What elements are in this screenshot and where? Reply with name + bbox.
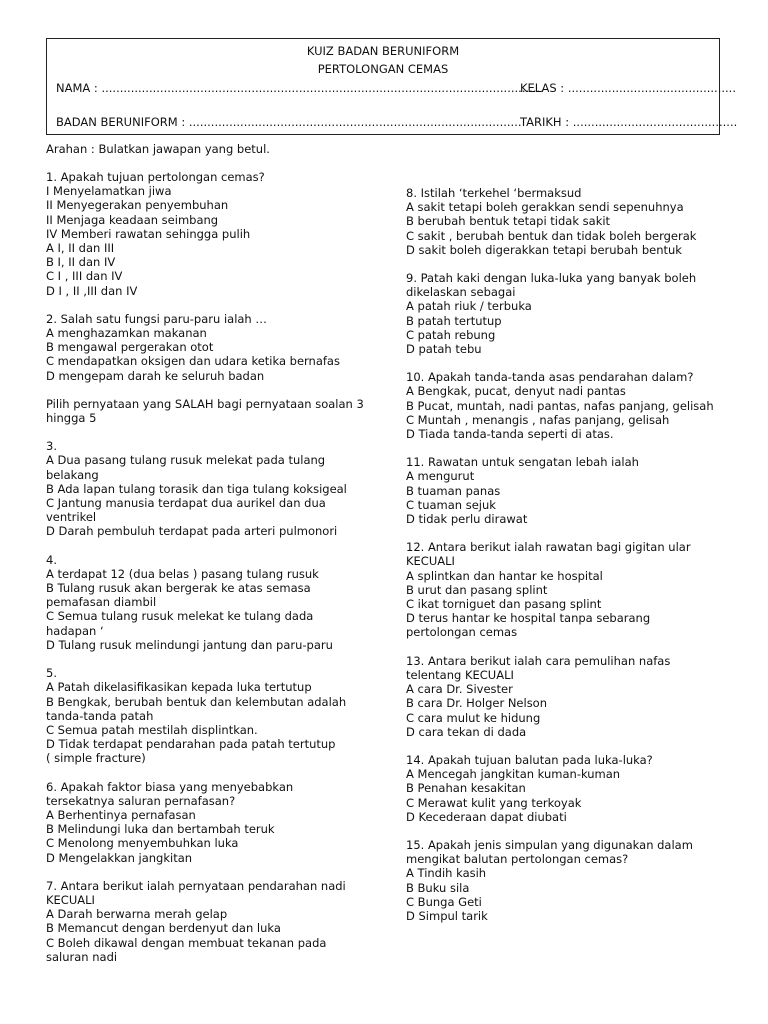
question-line: B cara Dr. Holger Nelson [406,696,548,711]
quiz-subtitle: PERTOLONGAN CEMAS [317,62,449,76]
question-line: C tuaman sejuk [406,497,496,512]
question-block [46,397,391,425]
question-text: 14. Apakah tujuan balutan pada luka-luka? [406,752,653,767]
question-line: B urut dan pasang splint [406,582,548,597]
question-line: A mengurut [406,469,475,484]
question-line: A Tindih kasih [406,866,487,881]
question-line: II Menjaga keadaan seimbang [46,212,219,227]
question-line: pertolongan cemas [406,625,518,640]
question-line: tanda-tanda patah [46,708,154,723]
question-line: B Ada lapan tulang torasik dan tiga tulang koksigeal [46,481,347,496]
question-line: A Darah berwarna merah gelap [46,907,228,922]
question-block [46,666,391,765]
question-line: D mengepam darah ke seluruh badan [46,368,265,383]
question-line: D patah tebu [406,342,482,357]
question-block [406,455,736,526]
question-line: saluran nadi [46,949,118,964]
instruction: Arahan : Bulatkan jawapan yang betul. [46,142,270,156]
question-line: A Patah dikelasifikasikan kepada luka tertutup [46,680,312,695]
question-line: D tidak perlu dirawat [406,512,528,527]
question-text: 4. [46,552,57,567]
question-line: C I , III dan IV [46,269,123,284]
question-line: C Boleh dikawal dengan membuat tekanan pada [46,935,327,950]
question-text: 10. Apakah tanda-tanda asas pendarahan dalam? [406,370,694,385]
question-block [406,540,736,639]
question-line: C Merawat kulit yang terkoyak [406,795,582,810]
question-line: C Semua tulang rusuk melekat ke tulang dada [46,609,314,624]
question-line: B mengawal pergerakan otot [46,340,214,355]
question-text: 9. Patah kaki dengan luka-luka yang banyak boleh [406,271,697,286]
question-line: IV Memberi rawatan sehingga pulih [46,226,251,241]
question-line: C cara mulut ke hidung [406,710,541,725]
question-block [46,553,391,652]
question-line: B I, II dan IV [46,255,116,270]
question-line: B Memancut dengan berdenyut dan luka [46,921,281,936]
question-block [406,370,736,441]
question-line: hadapan ‘ [46,623,104,638]
question-line: mengikat balutan pertolongan cemas? [406,852,629,867]
question-line: A Bengkak, pucat, denyut nadi pantas [406,384,626,399]
question-text: 5. [46,666,57,681]
question-line: ventrikel [46,510,97,525]
question-line: tersekatnya saluran pernafasan? [46,793,236,808]
question-line: hingga 5 [46,411,97,426]
question-line: KECUALI [46,892,95,907]
question-line: B Pucat, muntah, nadi pantas, nafas panjang, gelisah [406,398,714,413]
question-text: 8. Istilah ‘terkehel ‘bermaksud [406,186,582,200]
question-block [406,753,736,824]
question-line: B tuaman panas [406,483,501,498]
question-text: 6. Apakah faktor biasa yang menyebabkan [46,779,294,794]
question-line: pemafasan diambil [46,595,157,610]
question-text: 15. Apakah jenis simpulan yang digunakan dalam [406,837,693,852]
question-line: A patah riuk / terbuka [406,299,532,314]
body-field: BADAN BERUNIFORM : ........................................................................................... [56,115,522,129]
name-field: NAMA : ......................................................................................................................... [56,81,544,95]
question-line: B Tulang rusuk akan bergerak ke atas semasa [46,581,311,596]
question-line: D Tulang rusuk melindungi jantung dan paru-paru [46,637,333,652]
left-question-column [46,170,391,978]
question-line: C Muntah , menangis , nafas panjang, gelisah [406,412,670,427]
question-line: D Tiada tanda-tanda seperti di atas. [406,427,614,442]
question-line: B Penahan kesakitan [406,781,526,796]
question-line: B berubah bentuk tetapi tidak sakit [406,214,611,229]
question-block [406,186,736,257]
question-block [46,780,391,865]
question-line: D Kecederaan dapat diubati [406,809,567,824]
question-line: dikelaskan sebagai [406,285,516,300]
question-text: 11. Rawatan untuk sengatan lebah ialah [406,455,639,470]
question-line: telentang KECUALI [406,667,514,682]
question-line: belakang [46,467,99,482]
question-line: II Menyegerakan penyembuhan [46,198,229,213]
question-text: 12. Antara berikut ialah rawatan bagi gigitan ular [406,540,691,555]
question-line: A Dua pasang tulang rusuk melekat pada tulang [46,453,326,468]
question-text: 2. Salah satu fungsi paru-paru ialah … [46,311,267,326]
question-line: A Mencegah jangkitan kuman-kuman [406,767,621,782]
question-line: A Berhentinya pernafasan [46,807,196,822]
question-line: B Buku sila [406,880,470,895]
question-line: A splintkan dan hantar ke hospital [406,568,603,583]
question-line: ( simple fracture) [46,751,146,766]
question-line: D Simpul tarik [406,908,488,923]
class-field: KELAS : .............................................. [520,81,736,95]
question-line: C Menolong menyembuhkan luka [46,836,239,851]
quiz-title: KUIZ BADAN BERUNIFORM [306,44,460,58]
question-block [46,312,391,383]
question-line: B Melindungi luka dan bertambah teruk [46,822,275,837]
question-line: D Tidak terdapat pendarahan pada patah tertutup [46,737,336,752]
question-line: D sakit boleh digerakkan tetapi berubah bentuk [406,242,682,257]
question-line: C ikat torniguet dan pasang splint [406,597,602,612]
date-field: TARIKH : ............................................. [520,115,738,129]
question-line: C Semua patah mestilah displintkan. [46,722,258,737]
question-block [46,879,391,964]
question-line: D Darah pembuluh terdapat pada arteri pulmonori [46,524,338,539]
header-box [46,38,738,135]
question-block [406,654,736,739]
question-block [406,271,736,356]
question-line: C Jantung manusia terdapat dua aurikel dan dua [46,496,326,511]
question-line: A cara Dr. Sivester [406,682,513,697]
question-line: D terus hantar ke hospital tanpa sebarang [406,611,651,626]
question-text: 1. Apakah tujuan pertolongan cemas? [46,170,265,184]
question-text: 7. Antara berikut ialah pernyataan pendarahan nadi [46,878,346,893]
question-line: D cara tekan di dada [406,724,527,739]
question-line: C patah rebung [406,327,496,342]
question-line: B Bengkak, berubah bentuk dan kelembutan adalah [46,694,347,709]
question-block [406,838,736,923]
question-line: C Bunga Geti [406,894,482,909]
question-line: D I , II ,III dan IV [46,283,138,298]
question-line: A terdapat 12 (dua belas ) pasang tulang rusuk [46,566,319,581]
question-line: KECUALI [406,554,455,569]
question-line: A sakit tetapi boleh gerakkan sendi sepenuhnya [406,200,684,215]
question-line: A menghazamkan makanan [46,326,207,341]
question-line: C mendapatkan oksigen dan udara ketika bernafas [46,354,340,369]
question-text: 13. Antara berikut ialah cara pemulihan nafas [406,653,671,668]
question-text: Pilih pernyataan yang SALAH bagi pernyataan soalan 3 [46,396,364,411]
right-question-column [406,186,736,937]
question-line: B patah tertutup [406,313,502,328]
question-line: D Mengelakkan jangkitan [46,850,193,865]
question-line: A I, II dan III [46,241,115,256]
question-line: C sakit , berubah bentuk dan tidak boleh bergerak [406,228,697,243]
question-line: I Menyelamatkan jiwa [46,184,172,199]
question-text: 3. [46,439,57,454]
question-block [46,170,391,298]
question-block [46,439,391,538]
